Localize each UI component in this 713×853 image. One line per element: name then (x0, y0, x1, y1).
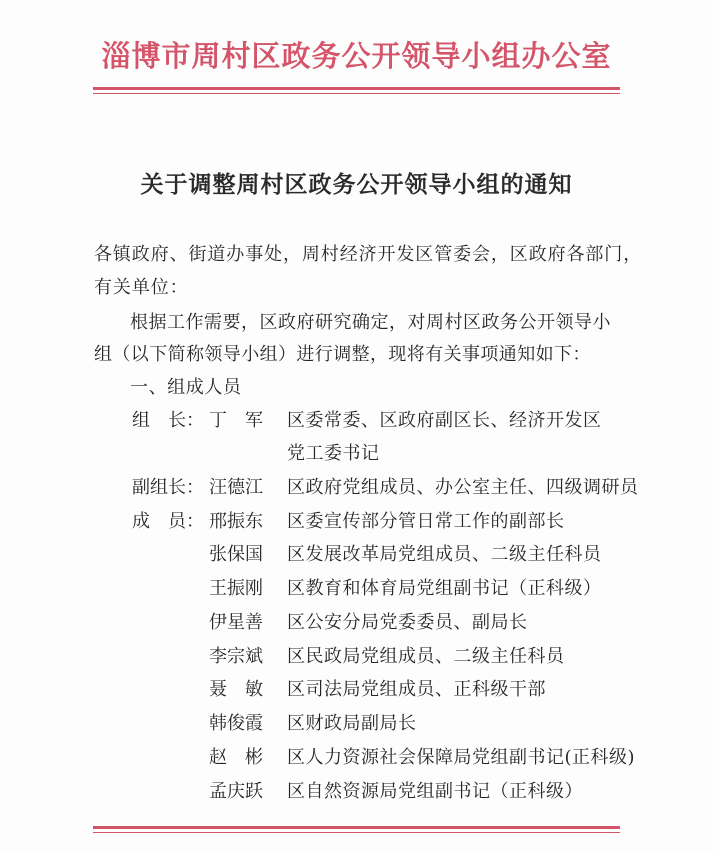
document-title: 关于调整周村区政务公开领导小组的通知 (140, 171, 573, 198)
member-title: 党工委书记 (287, 443, 380, 464)
recipients-line-1: 各镇政府、街道办事处，周村经济开发区管委会，区政府各部门， (94, 244, 643, 265)
member-title: 区教育和体育局党组副书记（正科级） (287, 578, 602, 599)
member-row (0, 543, 713, 573)
member-name: 孟庆跃 (209, 781, 263, 802)
member-name: 汪德江 (209, 477, 263, 498)
member-role: 组 长： (132, 410, 204, 431)
recipients-line-2: 有关单位： (94, 277, 189, 298)
member-row (0, 476, 713, 506)
member-row (0, 442, 713, 472)
member-title: 区司法局党组成员、正科级干部 (287, 679, 546, 700)
member-role: 副组长： (132, 477, 204, 498)
footer-rule-thin (93, 832, 620, 833)
member-role: 成 员： (132, 511, 204, 532)
member-row (0, 746, 713, 776)
member-name: 丁 军 (209, 410, 263, 431)
body-line-2: 组（以下简称领导小组）进行调整，现将有关事项通知如下： (94, 344, 591, 365)
member-name: 邢振东 (209, 511, 263, 532)
header-rule-thin (93, 93, 620, 94)
member-name: 王振刚 (209, 578, 263, 599)
member-name: 李宗斌 (209, 646, 263, 667)
member-row (0, 678, 713, 708)
member-name: 赵 彬 (209, 747, 263, 768)
member-row (0, 780, 713, 810)
member-title: 区发展改革局党组成员、二级主任科员 (287, 544, 602, 565)
member-name: 张保国 (209, 544, 263, 565)
footer-rule-thick (93, 826, 620, 829)
member-row (0, 611, 713, 641)
member-title: 区民政局党组成员、二级主任科员 (287, 646, 565, 667)
header-rule-thick (93, 87, 620, 90)
body-line-1: 根据工作需要，区政府研究确定，对周村区政务公开领导小 (130, 312, 611, 333)
member-name: 聂 敏 (209, 679, 263, 700)
member-title: 区公安分局党委委员、副局长 (287, 612, 528, 633)
member-name: 韩俊霞 (209, 713, 263, 734)
member-title: 区政府党组成员、办公室主任、四级调研员 (287, 477, 639, 498)
member-title: 区委常委、区政府副区长、经济开发区 (287, 410, 602, 431)
issuing-office-header: 淄博市周村区政务公开领导小组办公室 (101, 39, 612, 73)
section-heading: 一、组成人员 (130, 377, 242, 398)
member-row (0, 645, 713, 675)
member-title: 区自然资源局党组副书记（正科级） (287, 781, 583, 802)
member-title: 区人力资源社会保障局党组副书记(正科级) (287, 747, 636, 768)
member-title: 区财政局副局长 (287, 713, 417, 734)
member-row (0, 409, 713, 439)
member-row (0, 510, 713, 540)
member-row (0, 712, 713, 742)
member-title: 区委宣传部分管日常工作的副部长 (287, 511, 565, 532)
member-name: 伊星善 (209, 612, 263, 633)
member-row (0, 577, 713, 607)
